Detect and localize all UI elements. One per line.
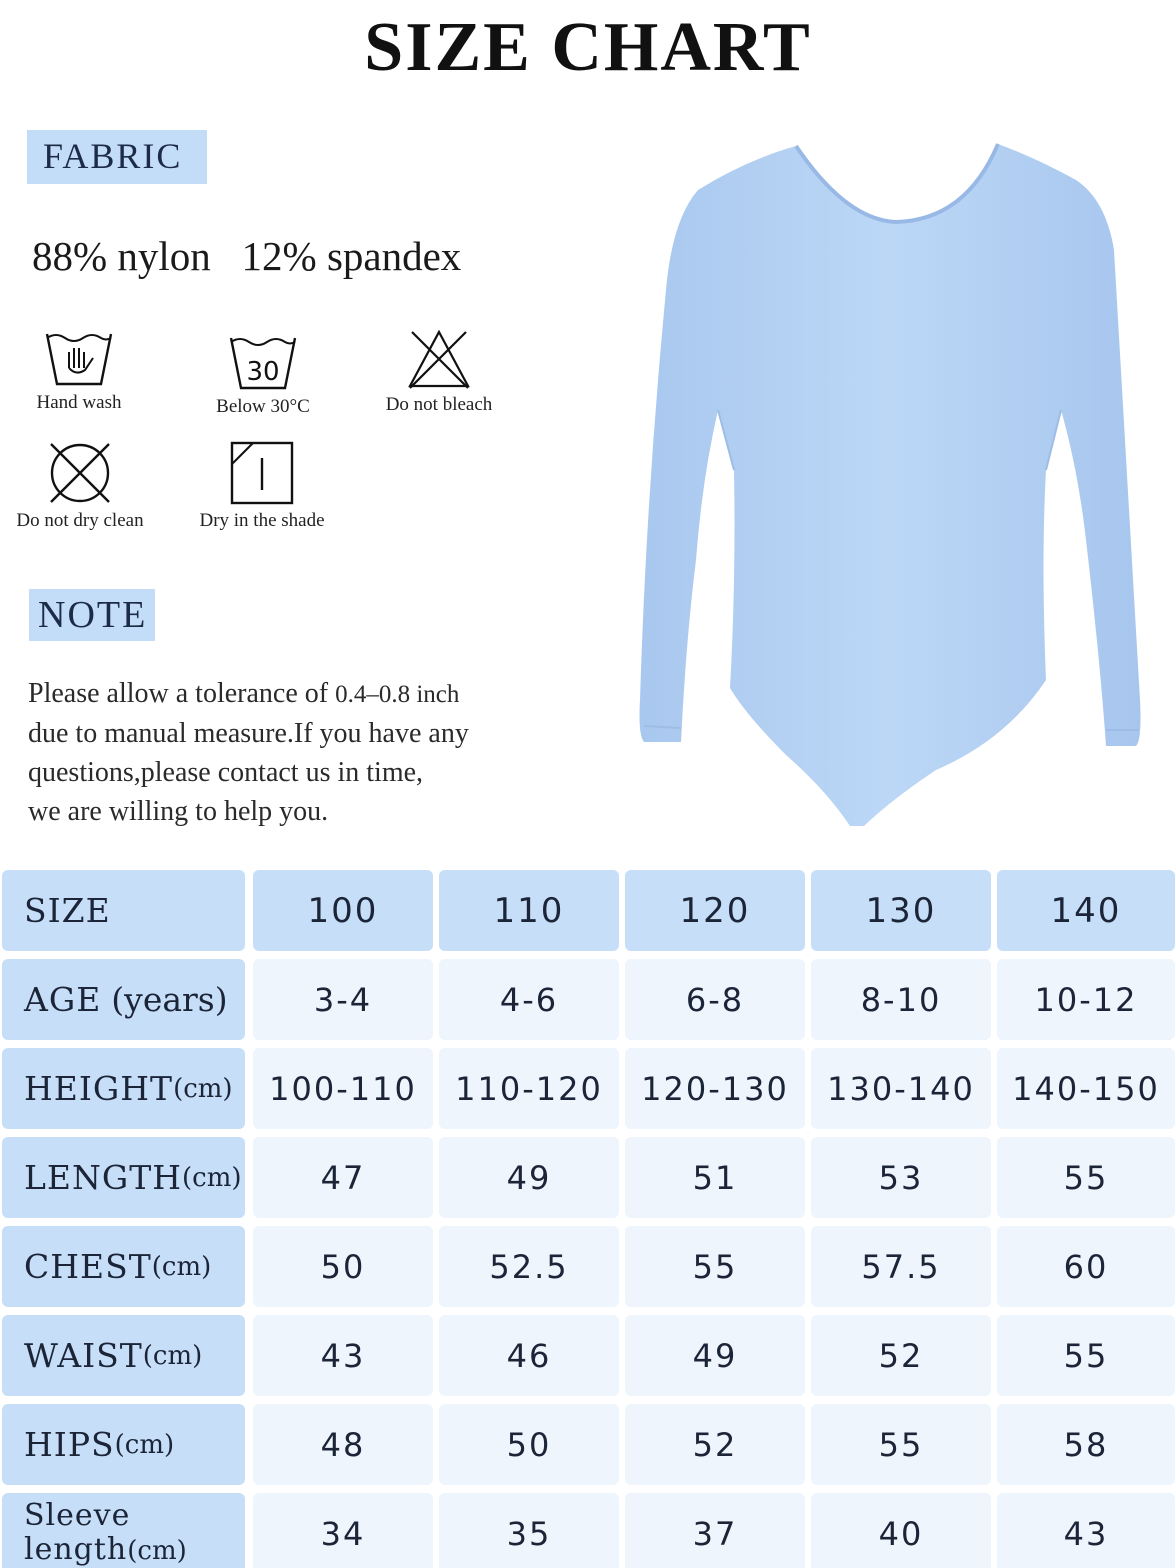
hand-wash-icon — [43, 328, 115, 388]
row-unit: (cm) — [182, 1162, 242, 1193]
table-cell: 47 — [253, 1137, 433, 1218]
row-label — [2, 870, 245, 951]
table-cell: 37 — [625, 1493, 805, 1568]
row-unit: (cm) — [151, 1251, 212, 1282]
table-cell: 60 — [997, 1226, 1175, 1307]
note-text — [28, 674, 588, 831]
care-label: Do not dry clean — [16, 510, 144, 531]
note-line: questions,please contact us in time, — [28, 757, 424, 788]
care-label: Do not bleach — [385, 394, 493, 415]
leotard-body — [640, 144, 1141, 826]
table-cell: 50 — [253, 1226, 433, 1307]
care-label: Hand wash — [36, 392, 122, 413]
care-no-dry-clean — [4, 440, 156, 532]
row-unit: (cm) — [173, 1073, 233, 1104]
size-header-cell: 130 — [811, 870, 991, 951]
row-label-text: CHEST — [24, 1247, 152, 1286]
row-label — [2, 1048, 245, 1129]
table-cell: 120-130 — [625, 1048, 805, 1129]
leotard-image — [636, 140, 1142, 830]
fabric-composition: 88% nylon 12% spandex — [32, 233, 462, 279]
row-label-text: SIZE — [24, 891, 111, 930]
table-cell: 43 — [997, 1493, 1175, 1568]
note-tag: NOTE — [29, 589, 155, 641]
table-cell: 4-6 — [439, 959, 619, 1040]
row-unit: (cm) — [114, 1429, 175, 1460]
care-dry-shade — [186, 440, 338, 532]
row-label-text: AGE — [24, 980, 102, 1019]
table-cell: 40 — [811, 1493, 991, 1568]
size-header-cell: 110 — [439, 870, 619, 951]
table-cell: 49 — [625, 1315, 805, 1396]
table-cell: 55 — [997, 1137, 1175, 1218]
care-no-bleach — [376, 328, 502, 416]
note-line: we are willing to help you. — [28, 796, 329, 827]
table-cell: 50 — [439, 1404, 619, 1485]
note-tolerance: 0.4–0.8 inch — [335, 681, 460, 708]
table-cell: 52.5 — [439, 1226, 619, 1307]
table-cell: 49 — [439, 1137, 619, 1218]
wash-temperature: 30 — [246, 357, 280, 387]
row-label — [2, 1493, 245, 1568]
size-header-cell: 100 — [253, 870, 433, 951]
row-label-text: Sleeve — [24, 1498, 131, 1533]
table-cell: 58 — [997, 1404, 1175, 1485]
table-cell: 43 — [253, 1315, 433, 1396]
table-cell: 57.5 — [811, 1226, 991, 1307]
table-cell: 10-12 — [997, 959, 1175, 1040]
dry-shade-icon — [229, 440, 295, 506]
care-label: Dry in the shade — [199, 510, 325, 531]
table-cell: 34 — [253, 1493, 433, 1568]
table-cell: 48 — [253, 1404, 433, 1485]
row-label-text: length — [24, 1532, 128, 1567]
no-dry-clean-icon — [47, 440, 113, 506]
row-unit: (cm) — [142, 1340, 203, 1371]
table-cell: 140-150 — [997, 1048, 1175, 1129]
no-bleach-icon — [406, 328, 472, 390]
care-hand-wash — [22, 328, 136, 414]
size-header-cell: 120 — [625, 870, 805, 951]
note-line: Please allow a tolerance of — [28, 678, 336, 709]
row-label — [2, 959, 245, 1040]
fabric-tag: FABRIC — [27, 130, 207, 184]
page-title: SIZE CHART — [364, 9, 812, 86]
table-cell: 53 — [811, 1137, 991, 1218]
row-label — [2, 1226, 245, 1307]
row-label-text: WAIST — [24, 1336, 143, 1375]
size-table — [0, 870, 1176, 1568]
table-cell: 100-110 — [253, 1048, 433, 1129]
table-cell: 52 — [811, 1315, 991, 1396]
row-label-text: LENGTH — [24, 1158, 183, 1197]
row-label-text: HIPS — [24, 1425, 115, 1464]
wash-30-icon — [227, 334, 299, 392]
table-cell: 110-120 — [439, 1048, 619, 1129]
table-cell: 52 — [625, 1404, 805, 1485]
row-label — [2, 1137, 245, 1218]
care-below-30 — [206, 334, 320, 418]
row-label — [2, 1315, 245, 1396]
table-cell: 3-4 — [253, 959, 433, 1040]
table-cell: 55 — [625, 1226, 805, 1307]
row-unit: (cm) — [127, 1536, 187, 1566]
row-label — [2, 1404, 245, 1485]
table-cell: 46 — [439, 1315, 619, 1396]
table-cell: 130-140 — [811, 1048, 991, 1129]
note-line: due to manual measure.If you have any — [28, 718, 469, 749]
table-cell: 51 — [625, 1137, 805, 1218]
table-cell: 55 — [811, 1404, 991, 1485]
table-cell: 8-10 — [811, 959, 991, 1040]
table-cell: 55 — [997, 1315, 1175, 1396]
table-cell: 6-8 — [625, 959, 805, 1040]
size-header-cell: 140 — [997, 870, 1175, 951]
care-label: Below 30°C — [216, 396, 310, 417]
row-label-text: HEIGHT — [24, 1069, 174, 1108]
row-unit: (years) — [111, 980, 228, 1019]
table-cell: 35 — [439, 1493, 619, 1568]
